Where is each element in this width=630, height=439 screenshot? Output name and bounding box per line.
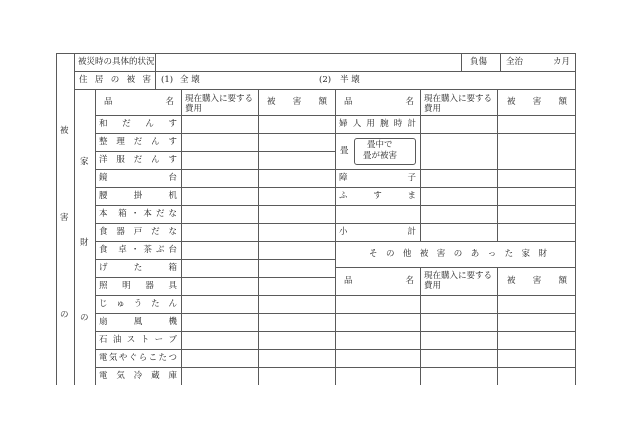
left-item-13: 石 油 ス ト ー ブ — [99, 335, 177, 345]
right-item-shoji: 障 子 — [339, 173, 416, 183]
other-header-damage: 被 害 額 — [507, 276, 567, 286]
option2-number: (2) — [319, 75, 332, 85]
left-item-7: 食 器 戸 だ な — [99, 227, 177, 237]
left-item-15: 電 気 冷 蔵 庫 — [99, 371, 177, 381]
side-char-no: の — [60, 310, 69, 320]
left-header-item: 品 名 — [104, 97, 174, 107]
other-header-item: 品 名 — [344, 276, 414, 286]
right-item-fusuma: ふ す ま — [339, 191, 416, 201]
right-item-tatami: 畳 — [340, 146, 349, 156]
housing-damage-label: 住 居 の 被 害 — [79, 75, 151, 85]
left-item-4: 鏡 台 — [99, 173, 177, 183]
other-header-cost: 現在購入に要する費用 — [424, 271, 493, 291]
tatami-note-line2: 畳が被害 — [363, 151, 398, 161]
right-header-cost: 現在購入に要する費用 — [424, 94, 493, 114]
border-right — [575, 53, 576, 385]
left-item-1: 和 だ ん す — [99, 119, 177, 129]
left-item-12: 扇 風 機 — [99, 317, 177, 327]
side-char-ka: 家 — [80, 157, 89, 167]
situation-label: 被災時の具体的状況 — [78, 57, 155, 67]
injury-days-input[interactable] — [522, 54, 550, 71]
left-item-11: じ ゅ う た ん — [99, 299, 177, 309]
left-item-6: 本 箱・本だな — [99, 209, 177, 219]
left-item-3: 洋 服 だ ん す — [99, 155, 177, 165]
left-header-damage: 被 害 額 — [267, 97, 327, 107]
option1-label: 全 壊 — [180, 75, 200, 85]
injury-label: 負傷 — [470, 57, 488, 67]
side-char-no2: の — [80, 313, 89, 323]
left-item-5: 腰 掛 机 — [99, 191, 177, 201]
side-char-gai: 害 — [60, 213, 69, 223]
border-left — [56, 53, 57, 385]
right-header-damage: 被 害 額 — [507, 97, 567, 107]
right-item-watch: 婦 人 用 腕 時 計 — [339, 119, 416, 129]
option1-number: (1) — [161, 75, 174, 85]
left-item-2: 整 理 だ ん す — [99, 137, 177, 147]
left-item-8: 食 卓・茶ぶ台 — [99, 245, 177, 255]
months-label: カ月 — [553, 57, 571, 67]
right-header-item: 品 名 — [344, 97, 414, 107]
left-item-9: げ た 箱 — [99, 263, 177, 273]
situation-input[interactable] — [156, 54, 460, 71]
option2-label: 半 壊 — [340, 75, 360, 85]
left-item-14: 電気やぐらこたつ — [99, 353, 177, 363]
side-char-hi: 被 — [60, 126, 69, 136]
subtotal-label: 小 計 — [339, 227, 416, 237]
other-items-title: そ の 他 被 害 の あ っ た 家 財 — [369, 249, 547, 259]
side-char-zai: 財 — [80, 238, 89, 248]
left-item-10: 照 明 器 具 — [99, 281, 177, 291]
left-header-cost: 現在購入に要する費用 — [185, 94, 254, 114]
full-cure-label: 全治 — [506, 57, 524, 67]
tatami-note-line1: 畳中で — [367, 140, 393, 150]
